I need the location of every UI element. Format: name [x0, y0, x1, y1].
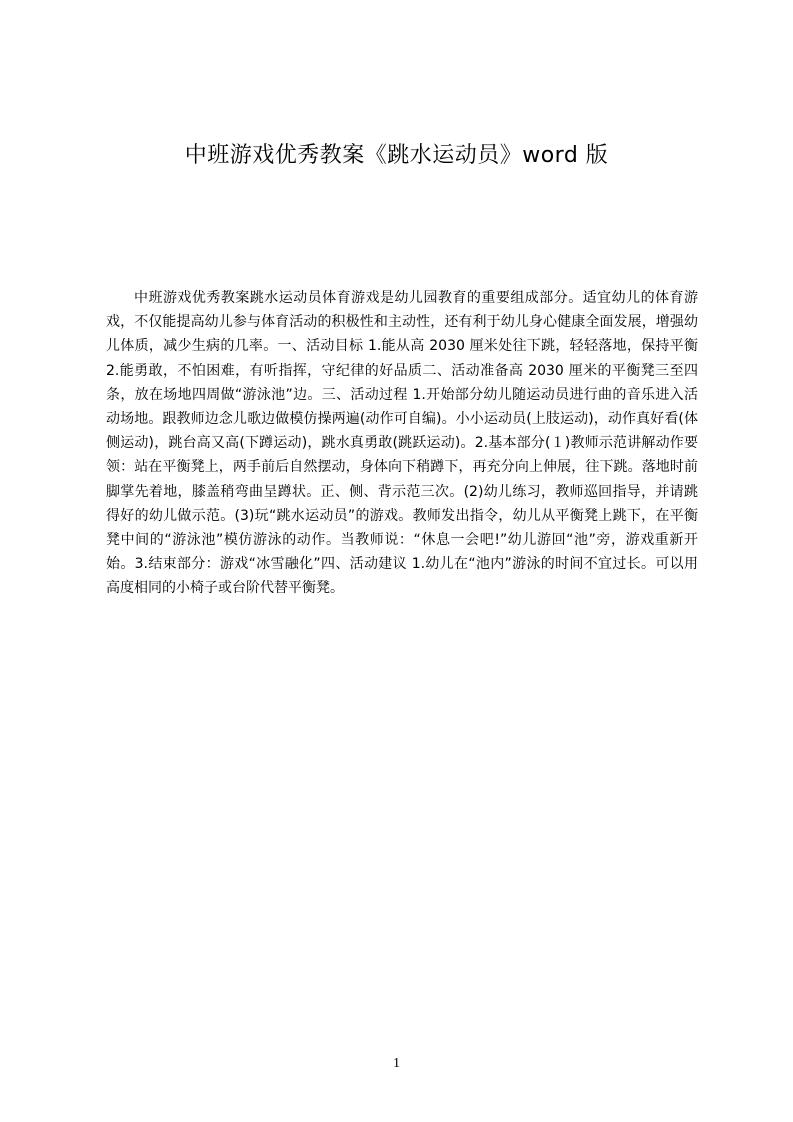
document-title: 中班游戏优秀教案《跳水运动员》word 版	[184, 143, 609, 168]
document-body: 中班游戏优秀教案跳水运动员体育游戏是幼儿园教育的重要组成部分。适宜幼儿的体育游戏，不仅能提高幼儿参与体育活动的积极性和主动性，还有利于幼儿身心健康全面发展，增强幼儿体质，减少生病的几率。一、活动目标 1.能从高 2030 厘米处往下跳，轻轻落地，保持平衡 2.能勇敢，不怕困难，有听指挥，守纪律的好品质二、活动准备高 2030 厘米的平衡凳三至四条，放在场地四周做“游泳池”边。三、活动过程 1.开始部分幼儿随运动员进行曲的音乐进入活动场地。跟教师边念儿歌边做模仿操两遍(动作可自编)。小小运动员(上肢运动)，动作真好看(体侧运动)，跳台高又高(下蹲运动)，跳水真勇敢(跳跃运动)。2.基本部分(１)教师示范讲解动作要领：站在平衡凳上，两手前后自然摆动，身体向下稍蹲下，再充分向上伸展，往下跳。落地时前脚掌先着地，膝盖稍弯曲呈蹲状。正、侧、背示范三次。(2)幼儿练习，教师巡回指导，并请跳得好的幼儿做示范。(3)玩“跳水运动员”的游戏。教师发出指令，幼儿从平衡凳上跳下，在平衡凳中间的“游泳池”模仿游泳的动作。当教师说：“休息一会吧!”幼儿游回“池”旁，游戏重新开始。3.结束部分：游戏“冰雪融化”四、活动建议 1.幼儿在“池内”游泳的时间不宜过长。可以用高度相同的小椅子或台阶代替平衡凳。	[106, 290, 698, 597]
page-number: 1	[393, 1056, 400, 1071]
